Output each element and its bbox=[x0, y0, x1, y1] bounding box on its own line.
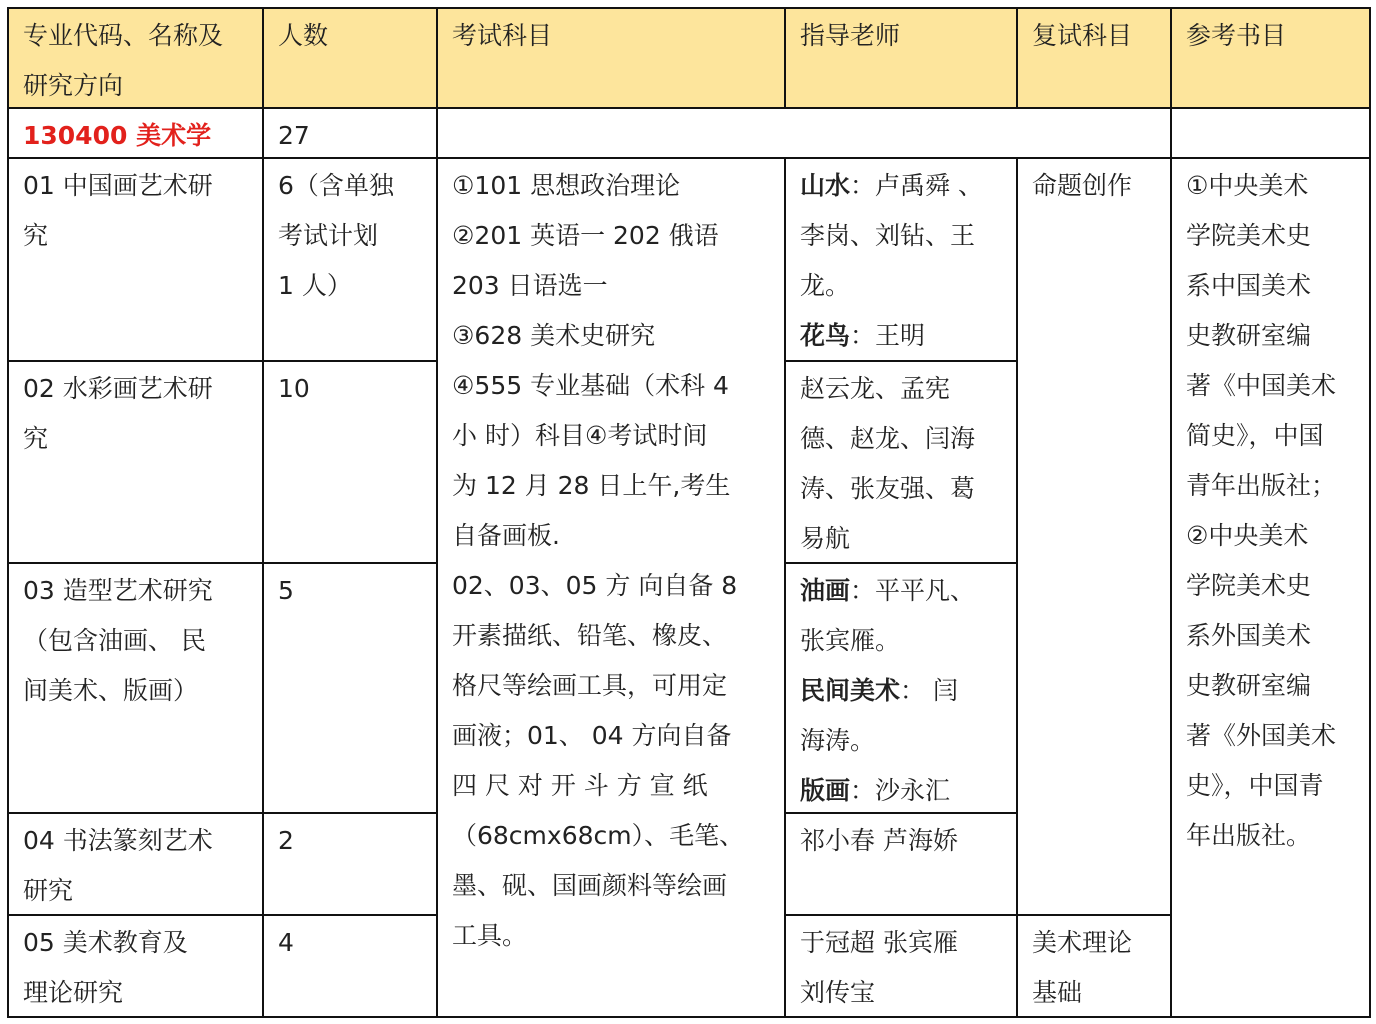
names-text: 涛、张友强、葛 bbox=[800, 474, 976, 503]
cell-line: 专业代码、名称及 bbox=[23, 21, 224, 50]
cell-line: ①101 思想政治理论 bbox=[452, 171, 681, 200]
names-text: ：平平凡、 bbox=[850, 576, 976, 605]
cell-line: 四 尺 对 开 斗 方 宣 纸 bbox=[452, 771, 708, 800]
names-text: 海涛。 bbox=[800, 726, 876, 755]
cell-line: 1 人） bbox=[278, 271, 352, 300]
cell-line: 学院美术史 bbox=[1186, 571, 1312, 600]
retest-creative bbox=[1016, 157, 1172, 916]
cell-line: 简史》，中国 bbox=[1186, 421, 1324, 450]
cell-line: 开素描纸、铅笔、橡皮、 bbox=[452, 621, 728, 650]
cell-line: 203 日语选一 bbox=[452, 271, 608, 300]
category-label: 油画 bbox=[800, 576, 851, 605]
names-text: 易航 bbox=[800, 524, 851, 553]
cell-line: 史》，中国青 bbox=[1186, 771, 1324, 800]
direction-count bbox=[262, 812, 438, 916]
cell-line: 自备画板. bbox=[452, 521, 560, 550]
cell-line: 基础 bbox=[1032, 978, 1083, 1007]
cell-line: 史教研室编 bbox=[1186, 671, 1312, 700]
cell-line: ③628 美术史研究 bbox=[452, 321, 656, 350]
cell-line bbox=[800, 616, 1010, 666]
names-text: 刘传宝 bbox=[800, 978, 876, 1007]
names-text: ：卢禹舜 、 bbox=[850, 171, 983, 200]
cell-line bbox=[800, 211, 1010, 261]
names-text: 于冠超 张宾雁 bbox=[800, 928, 958, 957]
cell-line bbox=[800, 666, 1010, 716]
cell-line: 究 bbox=[23, 221, 49, 250]
cell-line: 究 bbox=[23, 424, 49, 453]
cell-line: 系外国美术 bbox=[1186, 621, 1312, 650]
direction-supervisors bbox=[784, 360, 1018, 564]
direction-supervisors bbox=[784, 562, 1018, 814]
direction-supervisors bbox=[784, 914, 1018, 1018]
cell-line: 02、03、05 方 向自备 8 bbox=[452, 571, 738, 600]
major-empty-books bbox=[1170, 107, 1371, 159]
cell-line: 6（含单独 bbox=[278, 171, 394, 200]
cell-line bbox=[800, 816, 1010, 866]
cell-line: 5 bbox=[278, 576, 294, 605]
names-text: 祁小春 芦海娇 bbox=[800, 826, 958, 855]
cell-line: 02 水彩画艺术研 bbox=[23, 374, 213, 403]
cell-line: 系中国美术 bbox=[1186, 271, 1312, 300]
direction-name bbox=[7, 562, 264, 814]
cell-line: 工具。 bbox=[452, 921, 528, 950]
cell-line: ①中央美术 bbox=[1186, 171, 1309, 200]
cell-line: 2 bbox=[278, 826, 294, 855]
names-text: 龙。 bbox=[800, 271, 851, 300]
header-exam bbox=[436, 7, 786, 109]
cell-line: 27 bbox=[278, 121, 310, 150]
direction-name bbox=[7, 812, 264, 916]
cell-line: 01 中国画艺术研 bbox=[23, 171, 213, 200]
reference-books bbox=[1170, 157, 1371, 1018]
cell-line: 画液；01、 04 方向自备 bbox=[452, 721, 732, 750]
category-label: 花鸟 bbox=[800, 321, 851, 350]
cell-line: 学院美术史 bbox=[1186, 221, 1312, 250]
cell-line bbox=[800, 364, 1010, 414]
cell-line: 格尺等绘画工具，可用定 bbox=[452, 671, 728, 700]
cell-line: ②201 英语一 202 俄语 bbox=[452, 221, 719, 250]
cell-line: 04 书法篆刻艺术 bbox=[23, 826, 213, 855]
cell-line: 复试科目 bbox=[1032, 21, 1133, 50]
cell-line: 05 美术教育及 bbox=[23, 928, 188, 957]
names-text: 赵云龙、孟宪 bbox=[800, 374, 951, 403]
cell-line bbox=[800, 968, 1010, 1018]
direction-count bbox=[262, 157, 438, 362]
direction-name bbox=[7, 360, 264, 564]
cell-line: （68cmx68cm）、毛笔、 bbox=[452, 821, 745, 850]
cell-line: 青年出版社； bbox=[1186, 471, 1337, 500]
cell-line: 年出版社。 bbox=[1186, 821, 1312, 850]
cell-line bbox=[800, 261, 1010, 311]
cell-line: 研究方向 bbox=[23, 71, 124, 100]
direction-supervisors bbox=[784, 812, 1018, 916]
category-label: 山水 bbox=[800, 171, 851, 200]
cell-line: 130400 美术学 bbox=[23, 121, 212, 150]
category-label: 民间美术 bbox=[800, 676, 901, 705]
cell-line: 史教研室编 bbox=[1186, 321, 1312, 350]
cell-line bbox=[800, 464, 1010, 514]
cell-line: 考试计划 bbox=[278, 221, 379, 250]
names-text: 李岗、刘钻、王 bbox=[800, 221, 976, 250]
category-label: 版画 bbox=[800, 776, 851, 805]
cell-line: 参考书目 bbox=[1186, 21, 1287, 50]
direction-count bbox=[262, 360, 438, 564]
cell-line: 小 时）科目④考试时间 bbox=[452, 421, 708, 450]
cell-line: 考试科目 bbox=[452, 21, 553, 50]
cell-line: 人数 bbox=[278, 21, 329, 50]
cell-line: 间美术、版画） bbox=[23, 676, 199, 705]
cell-line: 10 bbox=[278, 374, 310, 403]
cell-line bbox=[800, 918, 1010, 968]
cell-line: （包含油画、 民 bbox=[23, 626, 206, 655]
cell-line: 命题创作 bbox=[1032, 171, 1133, 200]
cell-line bbox=[800, 311, 1010, 361]
header-major bbox=[7, 7, 264, 109]
cell-line: 为 12 月 28 日上午,考生 bbox=[452, 471, 731, 500]
cell-line bbox=[800, 161, 1010, 211]
direction-supervisors bbox=[784, 157, 1018, 362]
cell-line bbox=[800, 716, 1010, 766]
cell-line: 墨、砚、国画颜料等绘画 bbox=[452, 871, 728, 900]
header-retest bbox=[1016, 7, 1172, 109]
major-name bbox=[7, 107, 264, 159]
header-books bbox=[1170, 7, 1371, 109]
names-text: ： 闫 bbox=[900, 676, 958, 705]
cell-line bbox=[800, 766, 1010, 814]
major-count bbox=[262, 107, 438, 159]
cell-line: ④555 专业基础（术科 4 bbox=[452, 371, 729, 400]
cell-line: 指导老师 bbox=[800, 21, 901, 50]
cell-line: 著《外国美术 bbox=[1186, 721, 1337, 750]
cell-line: 美术理论 bbox=[1032, 928, 1133, 957]
header-supervisor bbox=[784, 7, 1018, 109]
exam-subjects bbox=[436, 157, 786, 1018]
names-text: 张宾雁。 bbox=[800, 626, 901, 655]
retest-theory bbox=[1016, 914, 1172, 1018]
header-count bbox=[262, 7, 438, 109]
cell-line bbox=[800, 414, 1010, 464]
names-text: ：王明 bbox=[850, 321, 926, 350]
names-text: ：沙永汇 bbox=[850, 776, 951, 805]
cell-line bbox=[800, 514, 1010, 564]
major-empty bbox=[436, 107, 1172, 159]
cell-line: 著《中国美术 bbox=[1186, 371, 1337, 400]
direction-name bbox=[7, 157, 264, 362]
names-text: 德、赵龙、闫海 bbox=[800, 424, 976, 453]
cell-line: 理论研究 bbox=[23, 978, 124, 1007]
cell-line: ②中央美术 bbox=[1186, 521, 1309, 550]
cell-line bbox=[800, 566, 1010, 616]
direction-count bbox=[262, 562, 438, 814]
cell-line: 4 bbox=[278, 928, 294, 957]
direction-count bbox=[262, 914, 438, 1018]
cell-line: 03 造型艺术研究 bbox=[23, 576, 213, 605]
cell-line: 研究 bbox=[23, 876, 74, 905]
direction-name bbox=[7, 914, 264, 1018]
